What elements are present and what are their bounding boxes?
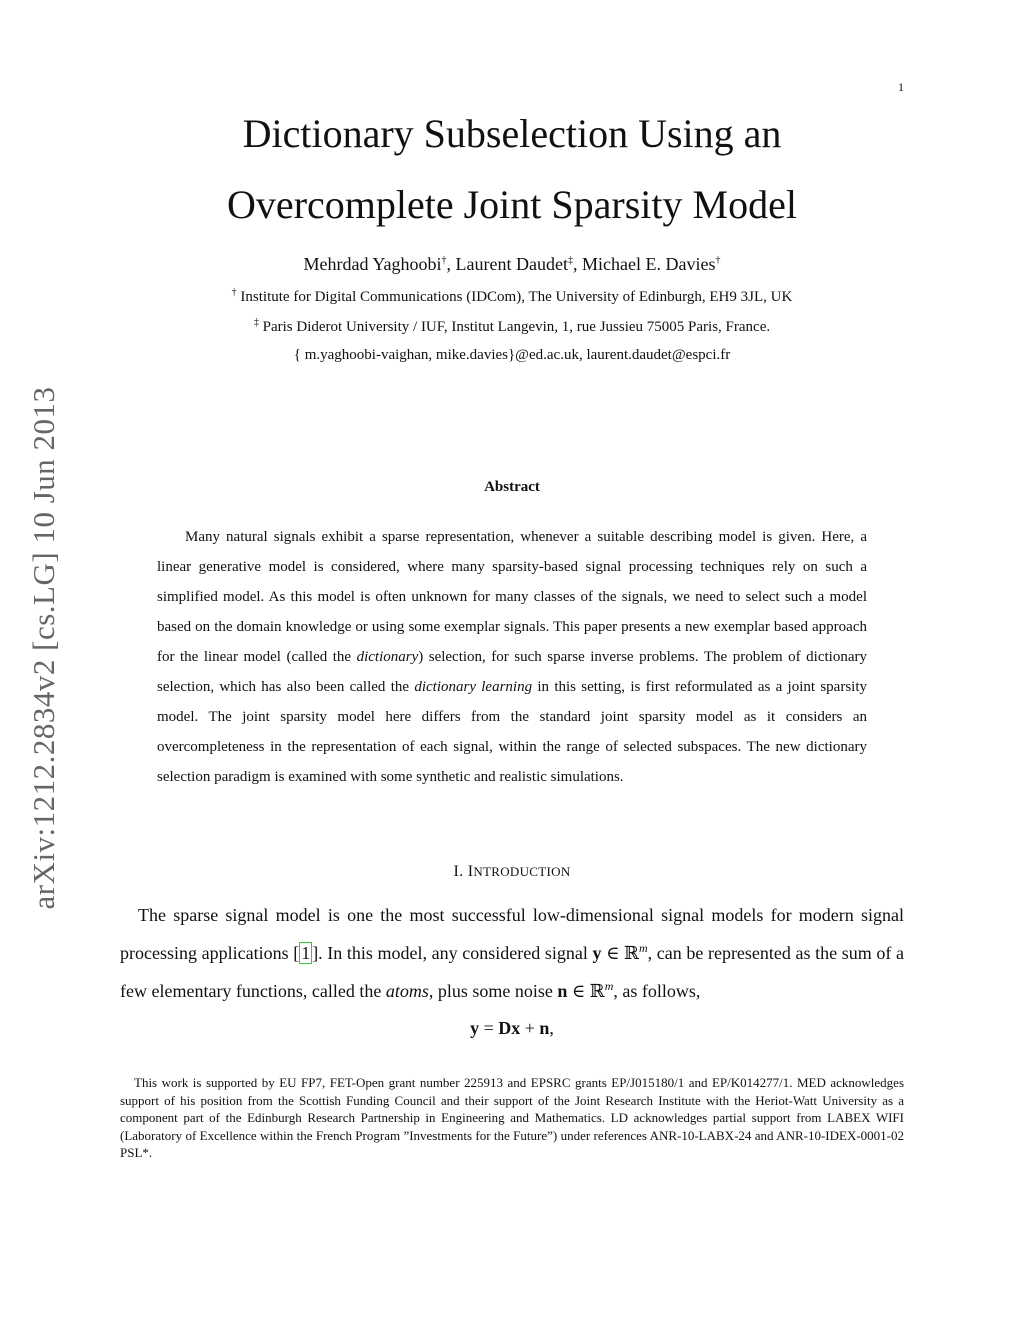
math-variable: y [470, 1018, 480, 1038]
intro-text: , plus some noise [428, 981, 558, 1001]
abstract-text: in this setting, is first reformulated as a joint sparsity model. The joint sparsity model here differs from the standard joint sparsity model as it considers an overcompleteness in the representation of each signal, within the range of selected subspaces. The new dictionary selection paradigm is examined with some synthetic and realistic simulations. [157, 679, 867, 785]
author-name: Laurent Daudet [455, 254, 568, 274]
math-variable: x [511, 1018, 521, 1038]
paper-title-line-2: Overcomplete Joint Sparsity Model [227, 182, 797, 227]
math-operator: + [520, 1018, 540, 1038]
affiliation-mark: ‡ [568, 255, 573, 266]
paper-title-line-1: Dictionary Subselection Using an [242, 111, 782, 156]
math-punctuation: , [549, 1018, 554, 1038]
section-heading-introduction [0, 863, 1024, 881]
abstract-heading: Abstract [484, 479, 540, 495]
math-variable: y [592, 943, 602, 963]
intro-text: , as follows, [613, 981, 701, 1001]
math-superscript: m [604, 979, 614, 993]
citation-link[interactable]: 1 [301, 943, 311, 963]
author-name: Mehrdad Yaghoobi [303, 254, 442, 274]
intro-text: , can be represented as the sum of a few elementary functions, called the [120, 943, 904, 1001]
intro-text: ]. In this model, any considered signal [312, 943, 593, 963]
abstract-text: ) selection, for such sparse inverse problems. The problem of dictionary selection, which has also been called the [157, 649, 867, 695]
affiliation-mark: † [715, 255, 721, 266]
abstract-emphasis: dictionary [356, 649, 419, 665]
affiliation-text: Institute for Digital Communications (IDCom), The University of Edinburgh, EH9 3JL, UK [236, 289, 793, 305]
equation-sparse-model [0, 1018, 1024, 1039]
page-number: 1 [898, 80, 904, 94]
affiliation-text: Paris Diderot University / IUF, Institut Langevin, 1, rue Jussieu 75005 Paris, France. [258, 319, 771, 335]
math-superscript: m [638, 941, 648, 955]
abstract-text: Many natural signals exhibit a sparse representation, whenever a suitable describing model is given. Here, a linear generative model is considered, where many sparsity-based signal processing techniques rely on such a simplified model. As this model is often unknown for many classes of the signals, we need to select such a model based on the domain knowledge or using some exemplar signals. This paper presents a new exemplar based approach for the linear model (called the [157, 529, 867, 665]
abstract-body [157, 522, 867, 792]
author-list [0, 254, 1024, 275]
math-symbol: ∈ ℝ [601, 943, 639, 963]
affiliation-mark: ‡ [253, 317, 259, 328]
math-variable: D [498, 1018, 512, 1038]
funding-footnote: This work is supported by EU FP7, FET-Open grant number 225913 and EPSRC grants EP/J015180/1 and EP/K014277/1. MED acknowledges support of his position from the Scottish Funding Council and their support of the Joint Research Institute with the Heriot-Watt University as a component part of the Edinburgh Research Partnership in Engineering and Mathematics. LD acknowledges partial support from LABEX WIFI (Laboratory of Excellence within the French Program ”Investments for the Future”) under references ANR-10-LABX-24 and ANR-10-IDEX-0001-02 PSL*. [120, 1075, 904, 1160]
math-variable: n [539, 1018, 550, 1038]
author-separator: , [573, 254, 582, 274]
math-variable: n [557, 981, 568, 1001]
affiliation-mark: † [231, 287, 237, 298]
math-symbol: ∈ ℝ [567, 981, 605, 1001]
affiliation-mark: † [441, 255, 447, 266]
intro-emphasis: atoms [385, 981, 429, 1001]
author-name: Michael E. Davies [582, 254, 716, 274]
affiliation-paris [0, 317, 1024, 336]
author-separator: , [446, 254, 456, 274]
abstract-emphasis: dictionary learning [414, 679, 533, 695]
section-name-smallcaps: NTRODUCTION [473, 864, 571, 879]
introduction-paragraph [120, 899, 904, 1008]
math-operator: = [479, 1018, 499, 1038]
section-initial: I [467, 863, 474, 880]
arxiv-identifier-stamp: arXiv:1212.2834v2 [cs.LG] 10 Jun 2013 [26, 386, 61, 910]
author-emails: { m.yaghoobi-vaighan, mike.davies}@ed.ac.uk, laurent.daudet@espci.fr [293, 347, 731, 363]
intro-text: The sparse signal model is one the most successful low-dimensional signal models for modern signal processing applications [ [120, 905, 904, 963]
section-numeral: I. [453, 863, 468, 880]
affiliation-edinburgh [0, 287, 1024, 306]
